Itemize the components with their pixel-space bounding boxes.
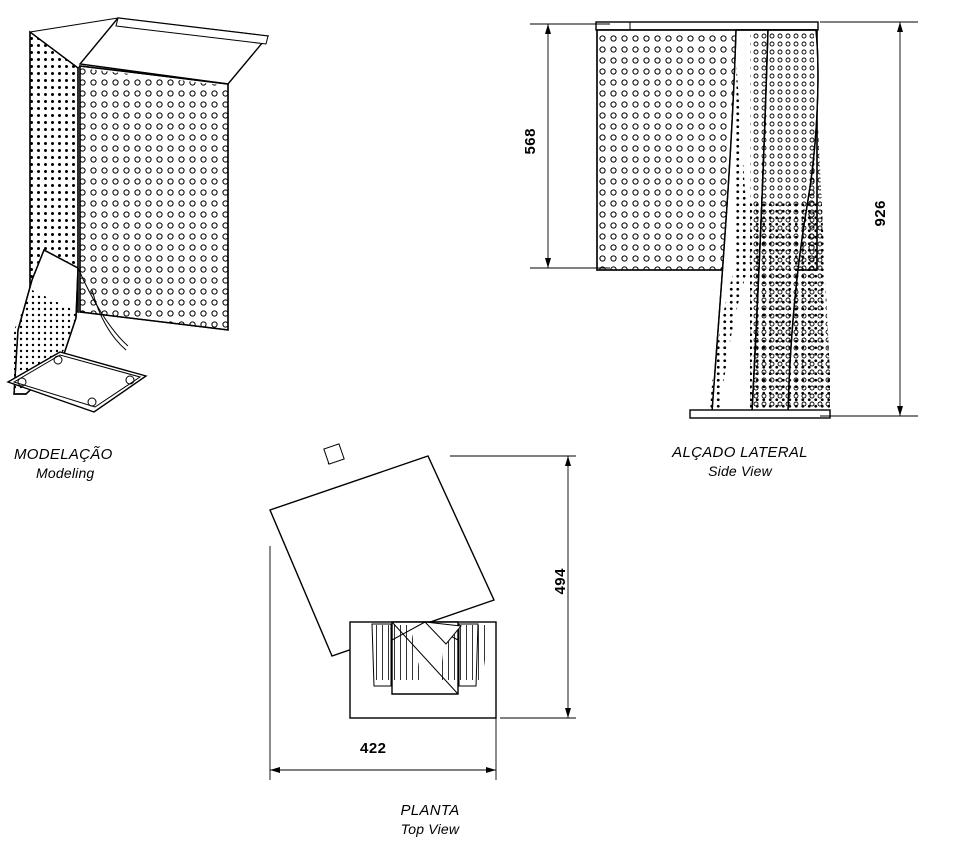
caption-side-pt: ALÇADO LATERAL	[672, 444, 808, 461]
caption-modeling	[14, 446, 113, 482]
caption-side-en: Side View	[708, 462, 772, 479]
dimension-label-494: 494	[552, 568, 569, 595]
view-modeling	[0, 0, 300, 481]
dimension-label-422: 422	[360, 740, 387, 757]
view-side	[520, 0, 940, 479]
caption-plan-en: Top View	[400, 820, 460, 837]
caption-side	[620, 444, 860, 480]
dimension-label-926: 926	[872, 200, 889, 227]
caption-plan-pt: PLANTA	[400, 802, 460, 819]
caption-plan	[310, 802, 550, 838]
caption-modeling-pt: MODELAÇÃO	[14, 446, 113, 463]
view-plan	[250, 440, 610, 840]
dimension-label-568: 568	[522, 128, 539, 155]
modeling-drawing	[0, 0, 300, 440]
plan-view-drawing	[250, 440, 610, 840]
caption-modeling-en: Modeling	[36, 464, 95, 481]
